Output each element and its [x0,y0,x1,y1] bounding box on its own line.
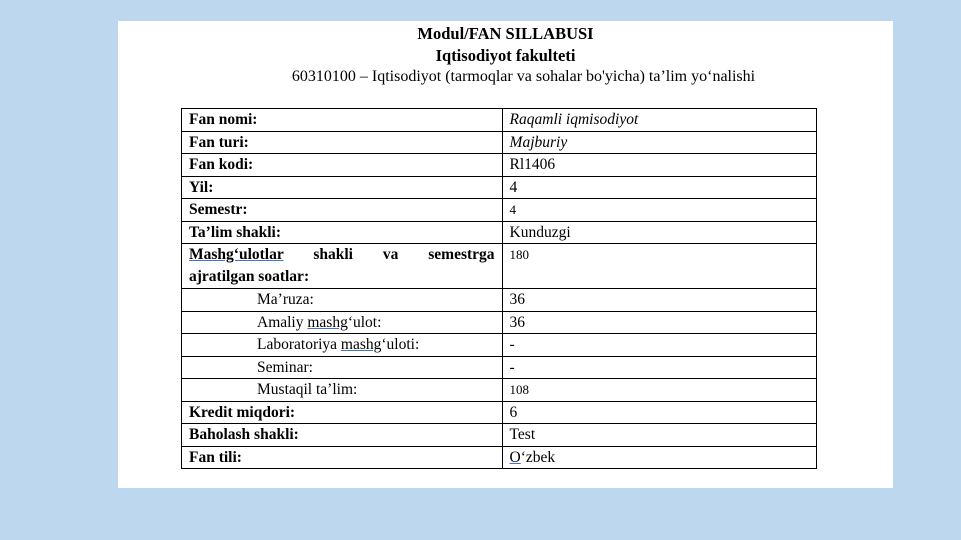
label-word-underlined: mashg [307,313,348,331]
syllabus-page [118,21,893,488]
table-row [182,221,817,244]
row-value: - [502,334,816,357]
row-value: Rl1406 [502,154,816,177]
row-label: Fan turi: [182,131,503,154]
row-value: - [502,356,816,379]
table-row [182,289,817,312]
syllabus-table [181,108,817,469]
row-label [182,244,503,289]
table-row [182,379,817,402]
table-row [182,424,817,447]
row-value: Raqamli iqmisodiyot [502,109,816,132]
row-label: Ma’ruza: [182,289,503,312]
label-line2: ajratilgan soatlar: [189,268,310,285]
label-pre: Amaliy [257,313,308,331]
row-label: Fan kodi: [182,154,503,177]
label-word-underlined: mashg [340,336,382,353]
row-value: 108 [502,379,816,402]
label-word-underlined: Mashg‘ulotlar [189,246,284,263]
row-value: 4 [502,176,816,199]
row-label [182,311,503,334]
row-label: Semestr: [182,199,503,222]
table-row [182,131,817,154]
row-label: Seminar: [182,356,503,379]
row-label: Baholash shakli: [182,424,503,447]
table-row [182,401,817,424]
table-row [182,176,817,199]
row-label: Yil: [182,176,503,199]
row-value: Kunduzgi [502,221,816,244]
value-rest: ‘zbek [520,448,556,466]
row-label: Fan nomi: [182,109,503,132]
row-label: Fan tili: [182,446,503,469]
row-value [502,446,816,469]
table-row [182,154,817,177]
row-label [182,334,503,357]
label-post: ‘uloti: [381,336,420,353]
row-value: 6 [502,401,816,424]
faculty-title: Iqtisodiyot fakulteti [435,46,576,65]
row-value: Test [502,424,816,447]
table-row [182,244,817,289]
row-value: 4 [502,199,816,222]
table-row [182,334,817,357]
label-line1-rest: shakli va semestrga [313,246,495,263]
table-row [182,109,817,132]
row-value: Majburiy [502,131,816,154]
document-title: Modul/FAN SILLABUSI [417,24,594,43]
row-label: Kredit miqdori: [182,401,503,424]
row-value: 180 [502,244,816,289]
label-pre: Laboratoriya [257,336,341,353]
row-label: Mustaqil ta’lim: [182,379,503,402]
row-value: 36 [502,311,816,334]
label-post: ‘ulot: [347,313,382,331]
table-row [182,199,817,222]
value-letter-underlined: O [509,448,521,466]
table-row [182,446,817,469]
table-row [182,356,817,379]
program-title: 60310100 – Iqtisodiyot (tarmoqlar va sohalar bo'yicha) ta’lim yo‘nalishi [291,68,756,85]
table-row [182,311,817,334]
row-label: Ta’lim shakli: [182,221,503,244]
row-value: 36 [502,289,816,312]
